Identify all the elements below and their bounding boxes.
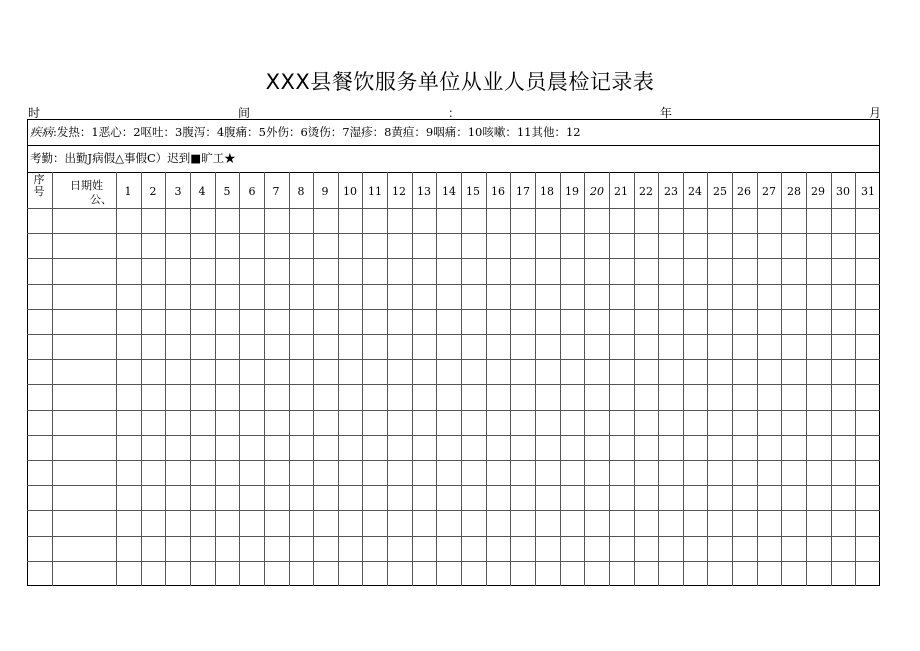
table-row[interactable] (27, 309, 880, 334)
day-header-10: 10 (343, 185, 357, 198)
day-header-21: 21 (614, 185, 628, 198)
table-row[interactable] (27, 510, 880, 535)
table-row[interactable] (27, 284, 880, 309)
table-row[interactable] (27, 410, 880, 435)
day-header-31: 31 (861, 185, 875, 198)
table-row[interactable] (27, 334, 880, 359)
header-date-name-top: 日期姓 (70, 179, 103, 192)
day-header-28: 28 (787, 185, 801, 198)
header-serial-line-1: 序 (33, 173, 45, 186)
day-header-19: 19 (565, 185, 579, 198)
day-header-23: 23 (664, 185, 678, 198)
day-header-15: 15 (466, 185, 480, 198)
time-label-yue: 月 (869, 106, 882, 120)
header-serial (28, 174, 50, 198)
day-header-7: 7 (272, 185, 280, 198)
day-header-17: 17 (516, 185, 530, 198)
attendance-legend: 考勤：出勤J病假△事假C）迟到■旷工★ (30, 151, 236, 165)
day-header-18: 18 (540, 185, 554, 198)
day-header-29: 29 (811, 185, 825, 198)
table-row[interactable] (27, 485, 880, 510)
day-header-26: 26 (737, 185, 751, 198)
table-row[interactable] (27, 384, 880, 409)
day-header-5: 5 (223, 185, 231, 198)
day-header-12: 12 (392, 185, 406, 198)
day-header-3: 3 (174, 185, 182, 198)
disease-legend-text: :发热：1恶心：2呕吐：3腹泻：4腹痛：5外伤：6烫伤：7湿疹：8黄疸：9咽痛：10咳嗽：11其他：12 (53, 125, 581, 139)
time-label-nian: 年 (660, 106, 673, 120)
table-row[interactable] (27, 258, 880, 283)
table-row[interactable] (27, 561, 880, 586)
day-header-4: 4 (198, 185, 206, 198)
day-header-20: 20 (590, 185, 604, 198)
time-colon: ： (448, 106, 461, 120)
header-serial-line-2: 号 (33, 185, 45, 198)
day-header-30: 30 (836, 185, 850, 198)
table-row[interactable] (27, 208, 880, 233)
day-header-25: 25 (713, 185, 727, 198)
table-row[interactable] (27, 435, 880, 460)
time-label-shi: 时 (28, 106, 41, 120)
divider-disease (27, 145, 880, 146)
day-header-6: 6 (248, 185, 256, 198)
disease-legend (30, 124, 581, 140)
day-header-24: 24 (688, 185, 702, 198)
disease-legend-prefix: 疾病 (30, 125, 53, 139)
table-row[interactable] (27, 536, 880, 561)
page-title: XXX县餐饮服务单位从业人员晨检记录表 (265, 70, 655, 94)
day-header-14: 14 (442, 185, 456, 198)
day-header-8: 8 (297, 185, 305, 198)
day-header-1: 1 (124, 185, 132, 198)
table-row[interactable] (27, 460, 880, 485)
table-row[interactable] (27, 233, 880, 258)
time-label-jian: 间 (238, 106, 251, 120)
header-date-name-bottom: 公、 (90, 193, 112, 206)
day-header-16: 16 (491, 185, 505, 198)
day-header-13: 13 (417, 185, 431, 198)
divider-attendance (27, 172, 880, 173)
table-row[interactable] (27, 359, 880, 384)
day-header-2: 2 (149, 185, 157, 198)
day-header-27: 27 (762, 185, 776, 198)
day-header-11: 11 (368, 185, 382, 198)
day-header-9: 9 (321, 185, 329, 198)
day-header-22: 22 (639, 185, 653, 198)
